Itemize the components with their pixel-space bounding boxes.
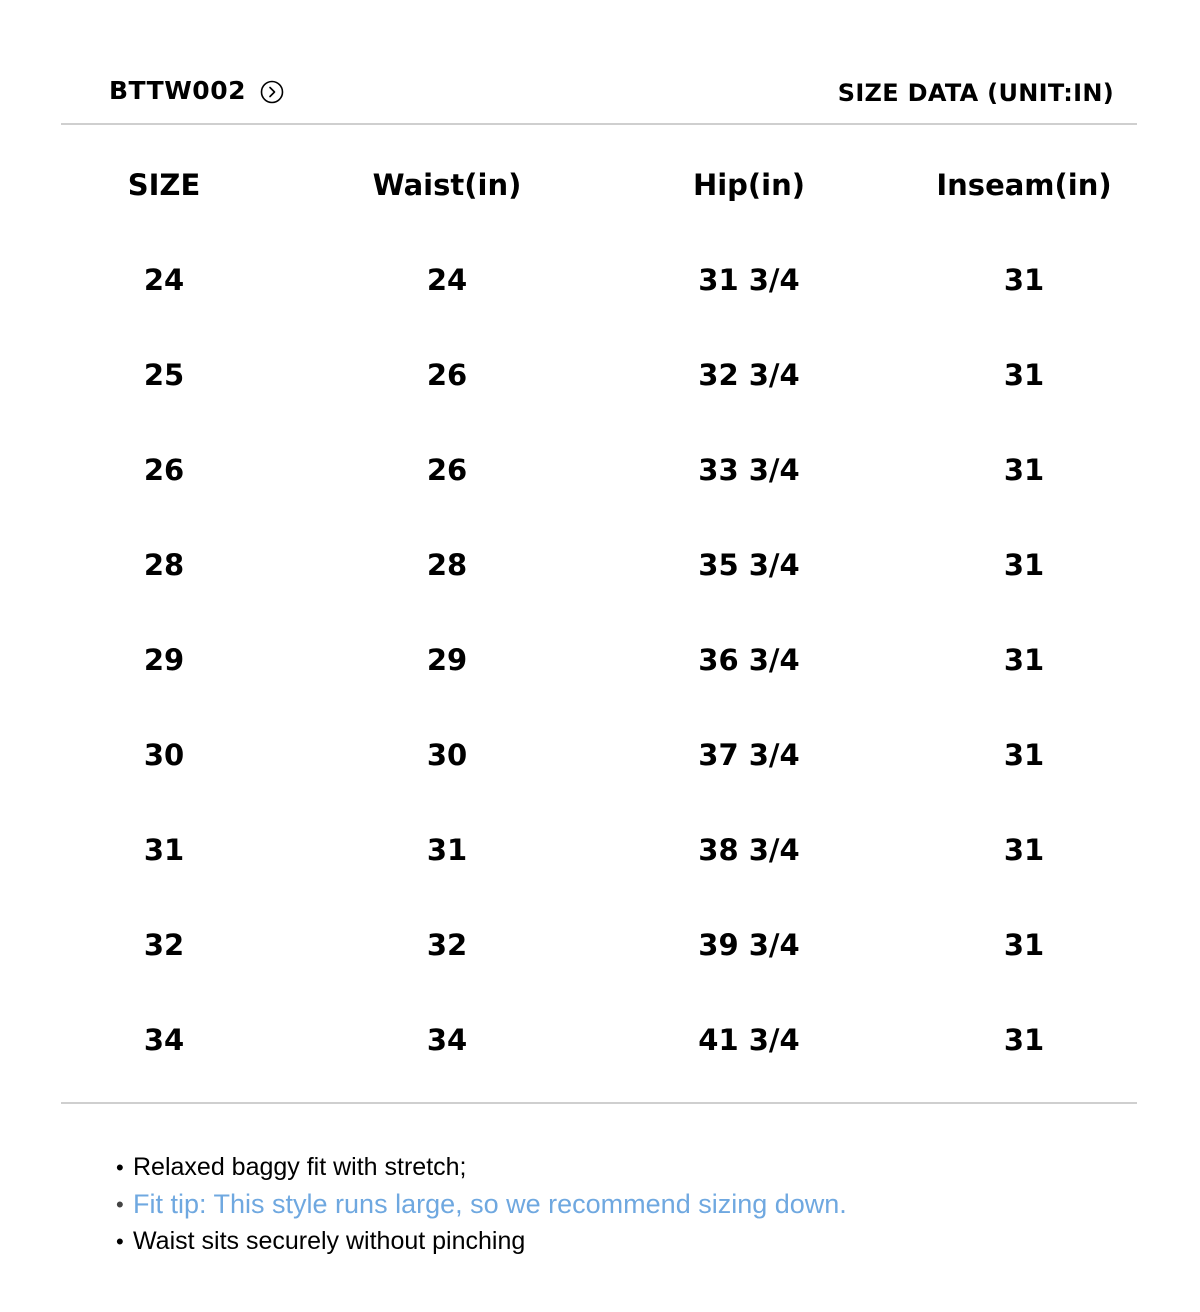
fit-tip-note	[116, 1186, 847, 1223]
unit-label: SIZE DATA (UNIT:IN)	[837, 79, 1114, 107]
bullet: •	[116, 1155, 124, 1180]
inseam-cell: 31	[1003, 548, 1045, 582]
table-row	[0, 613, 1200, 708]
waist-cell: 24	[426, 263, 468, 297]
table-row	[0, 708, 1200, 803]
fit-note-text: Relaxed baggy fit with stretch;	[133, 1153, 467, 1181]
inseam-cell: 31	[1003, 1023, 1045, 1057]
fit-note-text: Waist sits securely without pinching	[133, 1227, 526, 1255]
table-row	[0, 423, 1200, 518]
size-cell: 28	[143, 548, 185, 582]
fit-note	[116, 1149, 847, 1186]
size-cell: 32	[143, 928, 185, 962]
inseam-cell: 31	[1003, 928, 1045, 962]
hip-cell: 36 3/4	[698, 643, 800, 677]
circle-chevron-right-icon[interactable]	[260, 80, 284, 104]
table-row	[0, 518, 1200, 613]
size-cell: 31	[143, 833, 185, 867]
size-table	[0, 138, 1200, 1088]
table-row	[0, 898, 1200, 993]
inseam-cell: 31	[1003, 833, 1045, 867]
inseam-cell: 31	[1003, 453, 1045, 487]
bullet: •	[116, 1229, 124, 1254]
size-cell: 29	[143, 643, 185, 677]
inseam-cell: 31	[1003, 643, 1045, 677]
fit-tip-text: Fit tip: This style runs large, so we recommend sizing down.	[133, 1189, 847, 1219]
product-code-label: BTTW002	[109, 76, 246, 105]
column-header-size: SIZE	[127, 168, 201, 202]
column-header-inseam: Inseam(in)	[936, 168, 1112, 202]
table-row	[0, 803, 1200, 898]
waist-cell: 26	[426, 453, 468, 487]
waist-cell: 28	[426, 548, 468, 582]
table-header-row	[0, 138, 1200, 233]
waist-cell: 30	[426, 738, 468, 772]
hip-cell: 35 3/4	[698, 548, 800, 582]
fit-note	[116, 1223, 847, 1260]
inseam-cell: 31	[1003, 738, 1045, 772]
table-row	[0, 233, 1200, 328]
size-cell: 30	[143, 738, 185, 772]
hip-cell: 33 3/4	[698, 453, 800, 487]
hip-cell: 41 3/4	[698, 1023, 800, 1057]
column-header-waist: Waist(in)	[372, 168, 522, 202]
size-chart-header	[0, 0, 1200, 124]
hip-cell: 38 3/4	[698, 833, 800, 867]
hip-cell: 31 3/4	[698, 263, 800, 297]
size-cell: 26	[143, 453, 185, 487]
inseam-cell: 31	[1003, 358, 1045, 392]
top-divider	[61, 123, 1137, 125]
hip-cell: 37 3/4	[698, 738, 800, 772]
bottom-divider	[61, 1102, 1137, 1104]
inseam-cell: 31	[1003, 263, 1045, 297]
waist-cell: 26	[426, 358, 468, 392]
size-cell: 34	[143, 1023, 185, 1057]
size-cell: 24	[143, 263, 185, 297]
waist-cell: 34	[426, 1023, 468, 1057]
hip-cell: 32 3/4	[698, 358, 800, 392]
waist-cell: 31	[426, 833, 468, 867]
product-code[interactable]	[109, 76, 284, 106]
table-row	[0, 328, 1200, 423]
hip-cell: 39 3/4	[698, 928, 800, 962]
column-header-hip: Hip(in)	[692, 168, 806, 202]
waist-cell: 32	[426, 928, 468, 962]
waist-cell: 29	[426, 643, 468, 677]
fit-notes	[116, 1149, 847, 1260]
size-cell: 25	[143, 358, 185, 392]
table-row	[0, 993, 1200, 1088]
bullet: •	[116, 1192, 124, 1217]
